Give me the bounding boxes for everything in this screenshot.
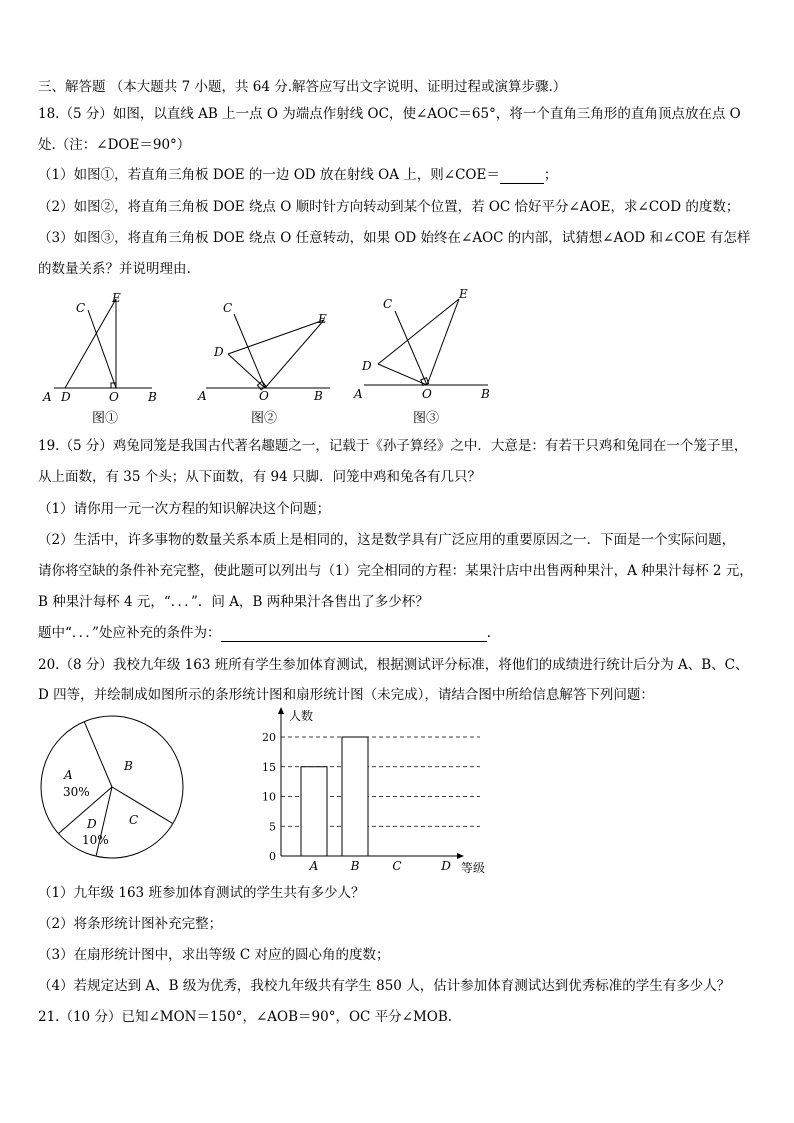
q19-line2: 从上面数，有 35 个头；从下面数，有 94 只脚．问笼中鸡和兔各有几只？ bbox=[38, 469, 482, 485]
q18-line2: 处.（注：∠DOE＝90°） bbox=[38, 137, 191, 153]
fig3-labels bbox=[353, 287, 490, 401]
fig3-label-o: O bbox=[422, 387, 432, 401]
figure-3 bbox=[364, 299, 488, 385]
fig1-labels bbox=[42, 291, 157, 404]
pie-label-a-pct: 30% bbox=[63, 785, 90, 799]
fig3-line-oc bbox=[395, 311, 427, 385]
xtick-B: B bbox=[350, 859, 360, 873]
fig1-caption: 图① bbox=[92, 411, 119, 426]
fig1-line-de bbox=[65, 299, 116, 388]
fig1-label-e: E bbox=[112, 291, 121, 305]
pie-label-b: B bbox=[124, 759, 133, 773]
fig2-caption: 图② bbox=[251, 411, 278, 426]
q20-line2: D 四等，并绘制成如图所示的条形统计图和扇形统计图（未完成），请结合图中所给信息解答下列问题： bbox=[38, 687, 654, 703]
xtick-D: D bbox=[441, 859, 451, 873]
fig2-label-a: A bbox=[198, 389, 207, 403]
ytick-20: 20 bbox=[262, 731, 276, 744]
bar-chart bbox=[255, 704, 495, 874]
q20-line1: 20.（8 分）我校九年级 163 班所有学生参加体育测试，根据测试评分标准，将他们的成绩进行统计后分为 A、B、C、 bbox=[38, 657, 749, 673]
section-header: 三、解答题 （本大题共 7 小题，共 64 分.解答应写出文字说明、证明过程或演算步骤.） bbox=[38, 79, 567, 95]
pie-label-d: D bbox=[87, 817, 97, 831]
q19-answer-blank[interactable] bbox=[221, 641, 487, 642]
fig2-label-b: B bbox=[314, 389, 323, 403]
q19-line1: 19.（5 分）鸡兔同笼是我国古代著名趣题之一，记载于《孙子算经》之中．大意是：有若干只鸡和兔同在一个笼子里， bbox=[38, 438, 748, 454]
q19-sub2-line1: （2）生活中，许多事物的数量关系本质上是相同的，这是数学具有广泛应用的重要原因之一．下面是一个实际问题， bbox=[38, 532, 736, 548]
q19-sub1: （1）请你用一元一次方程的知识解决这个问题； bbox=[38, 501, 331, 517]
bar-B bbox=[342, 737, 368, 856]
fig2-label-e: E bbox=[318, 312, 327, 326]
bar-yticks bbox=[262, 731, 276, 863]
figure-1 bbox=[54, 299, 152, 388]
y-axis-arrow bbox=[278, 707, 284, 714]
ytick-15: 15 bbox=[262, 760, 276, 774]
fig2-label-o: O bbox=[259, 389, 269, 403]
fig3-label-a: A bbox=[354, 387, 363, 401]
q18-sub1-end: ； bbox=[543, 167, 558, 183]
fig1-label-a: A bbox=[43, 390, 52, 404]
q21-line1: 21.（10 分）已知∠MON＝150°，∠AOB＝90°，OC 平分∠MOB. bbox=[38, 1009, 453, 1025]
fig3-label-b: B bbox=[481, 387, 490, 401]
ytick-5: 5 bbox=[269, 820, 276, 834]
q18-line1: 18.（5 分）如图，以直线 AB 上一点 O 为端点作射线 OC，使∠AOC＝65°，将一个直角三角形的直角顶点放在点 O bbox=[38, 106, 741, 122]
q18-sub2: （2）如图②，将直角三角板 DOE 绕点 O 顺时针方向转动到某个位置，若 OC 恰好平分∠AOE，求∠COD 的度数； bbox=[38, 199, 740, 215]
ytick-10: 10 bbox=[262, 790, 276, 804]
q18-sub3-line2: 的数量关系？并说明理由. bbox=[38, 261, 191, 277]
fig1-label-o: O bbox=[109, 390, 119, 404]
q18-sub1-text: （1）如图①，若直角三角板 DOE 的一边 OD 放在射线 OA 上，则∠COE＝ bbox=[38, 167, 500, 183]
q19-sub2-line3: B 种果汁每杯 4 元，“．．．”．问 A，B 两种果汁各售出了多少杯？ bbox=[38, 594, 429, 610]
bar-ylabel: 人数 bbox=[289, 709, 314, 723]
xtick-A: A bbox=[309, 859, 319, 873]
fig3-label-e: E bbox=[459, 287, 468, 301]
fig3-right-angle bbox=[421, 378, 429, 386]
q18-sub1 bbox=[38, 166, 557, 184]
q18-answer-blank[interactable] bbox=[500, 183, 544, 184]
x-axis-arrow bbox=[457, 853, 464, 859]
q20-sub2: （2）将条形统计图补充完整； bbox=[38, 916, 223, 932]
fig1-label-b: B bbox=[148, 390, 157, 404]
pie-label-d-pct: 10% bbox=[82, 833, 109, 847]
pie-chart bbox=[40, 712, 190, 862]
pie-label-a: A bbox=[64, 768, 73, 782]
q19-fill-text: 题中“．．．”处应补充的条件为： bbox=[38, 625, 221, 641]
fig1-label-d: D bbox=[61, 390, 71, 404]
fig2-line-oc bbox=[234, 314, 265, 388]
q18-sub3-line1: （3）如图③，将直角三角板 DOE 绕点 O 任意转动，如果 OD 始终在∠AOC 的内部，试猜想∠AOD 和∠COE 有怎样 bbox=[38, 230, 751, 246]
pie-labels bbox=[63, 759, 138, 847]
fig3-label-d: D bbox=[362, 359, 372, 373]
q19-sub2-line2: 请你将空缺的条件补充完整，使此题可以列出与（1）完全相同的方程：某果汁店中出售两种果汁，A 种果汁每杯 2 元， bbox=[38, 563, 753, 579]
xtick-C: C bbox=[392, 859, 402, 873]
pie-radius-0 bbox=[84, 722, 112, 787]
fig3-label-c: C bbox=[383, 297, 393, 311]
q19-fill-end: . bbox=[486, 625, 491, 641]
pie-radius-1 bbox=[112, 787, 173, 824]
q19-fill-line bbox=[38, 624, 491, 642]
q18-figures bbox=[38, 284, 508, 430]
fig1-line-oc bbox=[88, 310, 116, 388]
q20-sub4: （4）若规定达到 A、B 级为优秀，我校九年级共有学生 850 人，估计参加体育测试达到优秀标准的学生有多少人？ bbox=[38, 978, 731, 994]
fig2-label-d: D bbox=[214, 345, 224, 359]
bar-bars bbox=[301, 737, 368, 856]
bar-xlabel: 等级 bbox=[461, 861, 486, 874]
figure-2 bbox=[206, 314, 330, 390]
pie-label-c: C bbox=[129, 813, 139, 827]
fig3-caption: 图③ bbox=[413, 411, 440, 426]
fig2-label-c: C bbox=[223, 301, 233, 315]
fig1-label-c: C bbox=[76, 301, 86, 315]
q20-sub1: （1）九年级 163 班参加体育测试的学生共有多少人？ bbox=[38, 885, 365, 901]
bar-xticks bbox=[309, 859, 452, 873]
q20-sub3: （3）在扇形统计图中，求出等级 C 对应的圆心角的度数； bbox=[38, 947, 390, 963]
ytick-0: 0 bbox=[269, 850, 276, 863]
bar-A bbox=[301, 767, 327, 856]
